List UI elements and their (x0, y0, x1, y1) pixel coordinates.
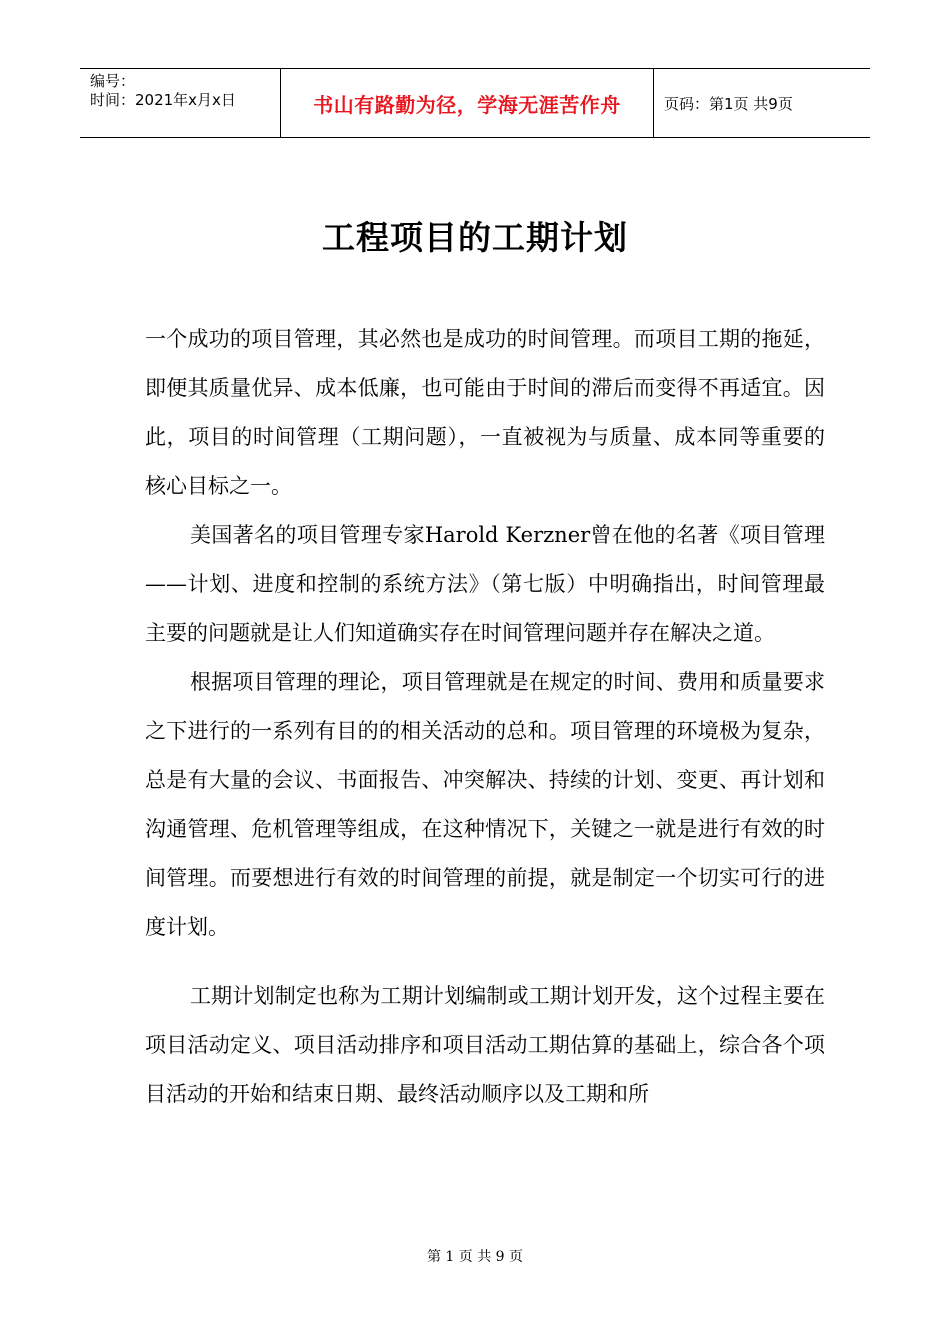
header-page-cell (654, 69, 870, 137)
document-title: 工程项目的工期计划 (322, 218, 628, 257)
document-date-label: 时间：2021年x月x日 (90, 91, 236, 109)
header-motto-cell (281, 69, 654, 137)
paragraph-1: 一个成功的项目管理，其必然也是成功的时间管理。而项目工期的拖延，即便其质量优异、成本低廉，也可能由于时间的滞后而变得不再适宜。因此，项目的时间管理（工期问题），一直被视为与质量、成本同等重要的核心目标之一。 (145, 327, 825, 498)
paragraph-2: 美国著名的项目管理专家Harold Kerzner曾在他的名著《项目管理——计划、进度和控制的系统方法》（第七版）中明确指出，时间管理最主要的问题就是让人们知道确实存在时间管理问题并存在解决之道。 (145, 523, 825, 645)
paragraph-3: 根据项目管理的理论，项目管理就是在规定的时间、费用和质量要求之下进行的一系列有目的的相关活动的总和。项目管理的环境极为复杂，总是有大量的会议、书面报告、冲突解决、持续的计划、变更、再计划和沟通管理、危机管理等组成，在这种情况下，关键之一就是进行有效的时间管理。而要想进行有效的时间管理的前提，就是制定一个切实可行的进度计划。 (145, 670, 825, 939)
document-number-label: 编号： (90, 72, 136, 90)
page-footer: 第 1 页 共 9 页 (426, 1249, 524, 1265)
header-page-info: 页码：第1页 共9页 (664, 94, 793, 113)
header-table (80, 68, 870, 138)
document-body (145, 315, 825, 1119)
header-motto: 书山有路勤为径，学海无涯苦作舟 (313, 92, 621, 117)
header-meta-cell (80, 69, 281, 137)
paragraph-4: 工期计划制定也称为工期计划编制或工期计划开发，这个过程主要在项目活动定义、项目活动排序和项目活动工期估算的基础上，综合各个项目活动的开始和结束日期、最终活动顺序以及工期和所 (145, 984, 825, 1106)
